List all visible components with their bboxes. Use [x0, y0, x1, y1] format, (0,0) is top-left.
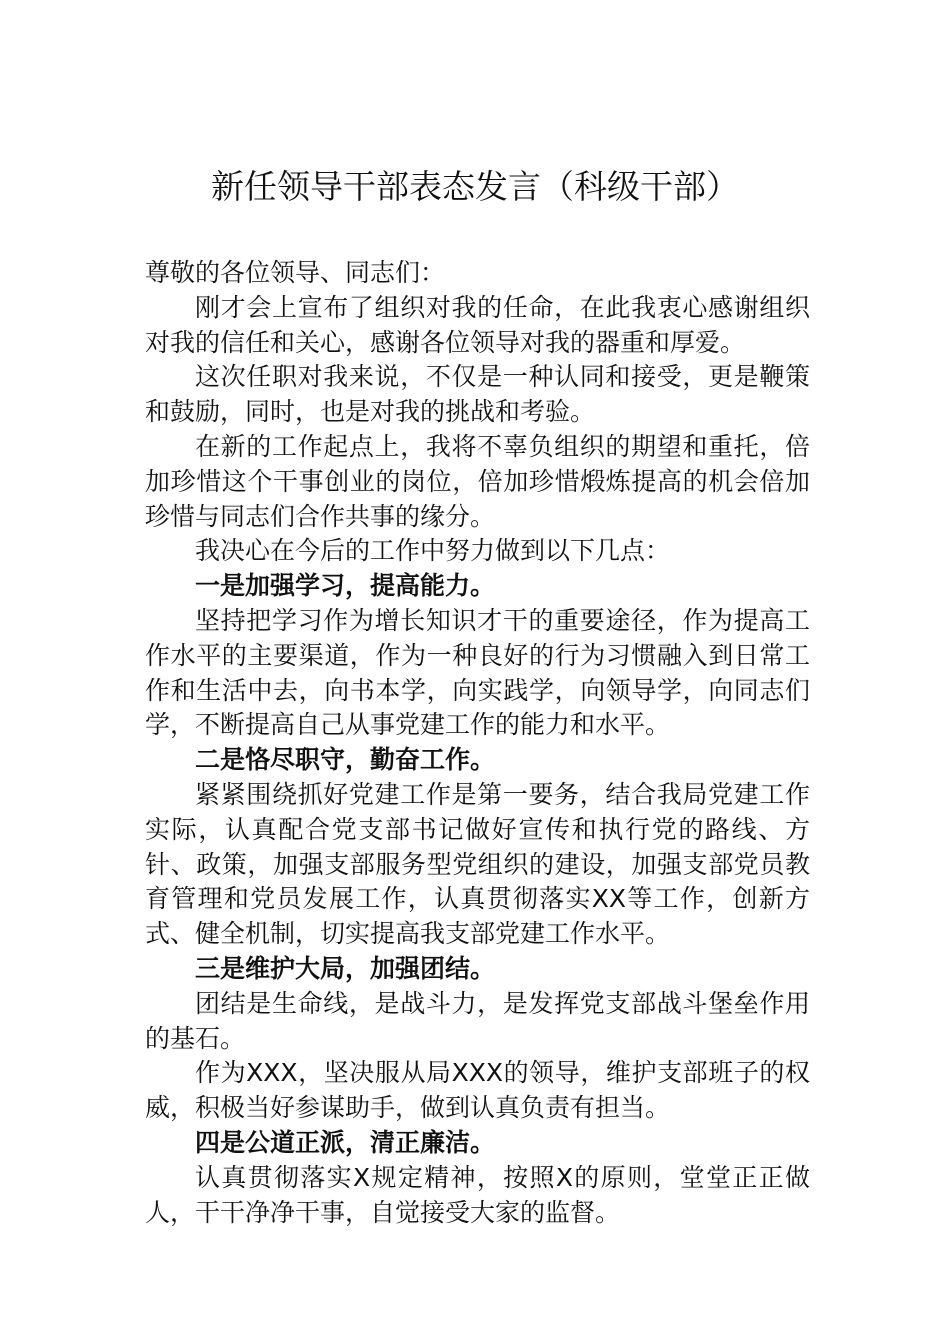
paragraph-appreciation: 刚才会上宣布了组织对我的任命，在此我衷心感谢组织对我的信任和关心，感谢各位领导对我的器重和厚爱。 — [145, 292, 810, 357]
paragraph-integrity: 认真贯彻落实X规定精神，按照X的原则，堂堂正正做人，干干净净干事，自觉接受大家的监督。 — [145, 1162, 810, 1227]
document-body — [145, 256, 810, 1230]
section-heading-unity: 三是维护大局，加强团结。 — [195, 953, 496, 983]
paragraph-obey-leadership: 作为XXX，坚决服从局XXX的领导，维护支部班子的权威，积极当好参谋助手，做到认真负责有担当。 — [145, 1058, 810, 1123]
section-heading-integrity: 四是公道正派，清正廉洁。 — [195, 1127, 496, 1157]
paragraph-unity: 团结是生命线，是战斗力，是发挥党支部战斗堡垒作用的基石。 — [145, 988, 810, 1053]
section-heading-duty: 二是恪尽职守，勤奋工作。 — [195, 745, 496, 775]
salutation: 尊敬的各位领导、同志们： — [145, 258, 446, 287]
document-title: 新任领导干部表态发言（科级干部） — [211, 167, 739, 206]
paragraph-duty: 紧紧围绕抓好党建工作是第一要务，结合我局党建工作实际，认真配合党支部书记做好宣传和执行党的路线、方针、政策，加强支部服务型党组织的建设，加强支部党员教育管理和党员发展工作，认真贯彻落实XX等工作，创新方式、健全机制，切实提高我支部党建工作水平。 — [145, 779, 810, 949]
paragraph-resolution-intro: 我决心在今后的工作中努力做到以下几点： — [195, 536, 671, 566]
paragraph-new-start: 在新的工作起点上，我将不辜负组织的期望和重托，倍加珍惜这个干事创业的岗位，倍加珍惜煅炼提高的机会倍加珍惜与同志们合作共事的缘分。 — [145, 431, 810, 531]
paragraph-study: 坚持把学习作为增长知识才干的重要途径，作为提高工作水平的主要渠道，作为一种良好的行为习惯融入到日常工作和生活中去，向书本学，向实践学，向领导学，向同志们学，不断提高自己从事党建工作的能力和水平。 — [145, 605, 810, 740]
section-heading-study: 一是加强学习，提高能力。 — [195, 571, 496, 601]
paragraph-appointment-meaning: 这次任职对我来说，不仅是一种认同和接受，更是鞭策和鼓励，同时，也是对我的挑战和考验。 — [145, 362, 810, 427]
